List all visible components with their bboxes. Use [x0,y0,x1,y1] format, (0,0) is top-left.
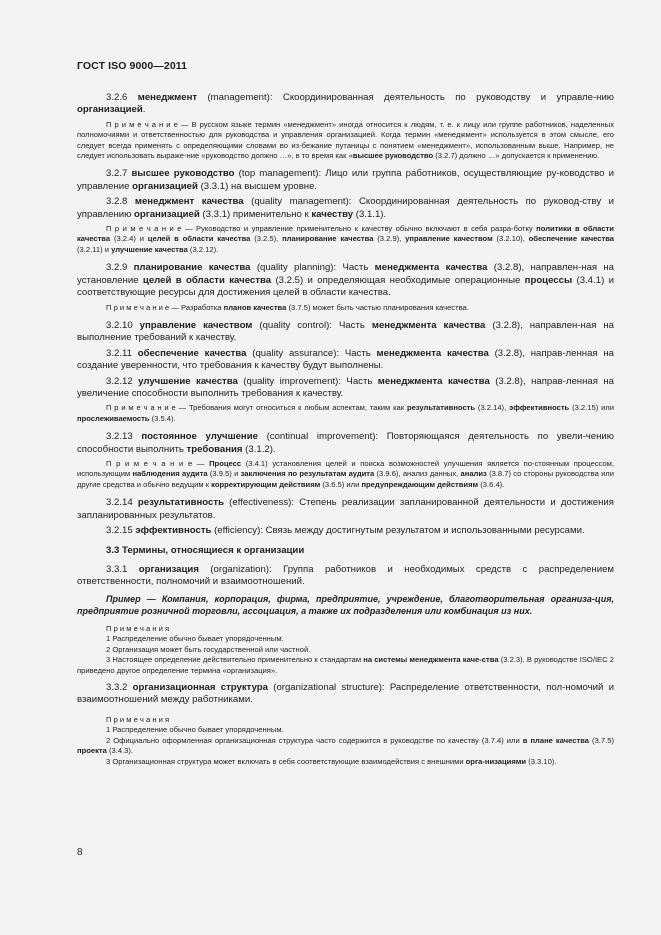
term-definition: (3.2.8), направ-ленная на увеличение способности выполнить требования к качеству. [77,375,614,399]
term-definition: . [142,104,146,116]
term-definition: (efficiency): Связь между достигнутым результатом и использованными ресурсами. [211,525,585,536]
term-definition: (organization): Группа работников и необходимых средств с распределением ответственности, полномочий и взаимоотношений. [77,563,614,588]
term-ref: обеспечение качества [528,234,614,244]
note-3-2-8 [77,224,614,255]
page-number: 8 [77,847,83,858]
term-number: 3.2.9 [106,262,128,274]
note-label: П р и м е ч а н и е [106,224,182,234]
note-text: — В русском языке термин «менеджмент» иногда относится к людям, т. е. к лицу или группе работников, наделенных полномочиями и ответственностью для руководства и управления организацией. Когда термин «менеджмент» используется в этом смысле, его следует всегда применять с определяющими словами во из-бежание путаницы с понятием «менеджмент», использованным выше. Например, не следует использовать выраже-ние «руководство должно …», в то время как « [77,119,614,161]
term-name: планирование качества [133,262,251,274]
note-text: (3.9.6), анализ данных, [374,469,461,479]
note-text: — Требования могут относиться к любым аспектам, таким как [175,403,407,413]
note-text: (3.5.4). [149,413,176,423]
note-text: 3 Организационная структура может включать в себя соответствующие взаимодействия с внешними [106,756,466,766]
term-ref: организацией [77,104,143,116]
note-item [77,736,614,757]
note-text: (3.6.5) или [320,479,362,489]
term-definition: (3.2.8), направ-ленная на создание уверенности, что требования к качеству будут выполнены. [77,347,615,372]
term-ref: планов качества [223,302,287,312]
term-name: организация [138,563,199,575]
term-ref: организацией [134,208,200,220]
note-text: (3.2.11) и [77,244,112,254]
term-ref: улучшение качества [111,244,188,254]
term-definition: (3.2.8), направлен-ная на выполнение требований к качеству. [77,319,615,344]
term-3-2-9 [77,262,614,299]
term-ref: менеджмента качества [374,262,488,274]
term-ref: предупреждающим действиям [361,479,479,489]
notes-label: П р и м е ч а н и я [106,714,170,724]
section-heading-3-3: 3.3 Термины, относящиеся к организации [106,545,305,557]
term-ref: проекта [77,746,107,756]
term-ref: в плане качества [522,735,590,745]
term-3-2-7 [77,168,614,193]
term-number: 3.2.11 [106,347,132,359]
term-ref: целей в области качества [142,274,272,286]
note-text: (3.2.10), [492,234,529,244]
note-item [77,757,614,767]
term-3-2-13 [77,431,614,456]
term-ref: планирование качества [282,234,374,244]
note-item: 2 Организация может быть государственной или частной. [106,644,311,654]
term-definition: (continual improvement): Повторяющаяся деятельность по увели-чению способности выполнить [77,431,614,455]
note-text: (3.9.5) и [207,469,241,479]
term-ref: орга-низациями [465,756,527,766]
term-definition: (quality planning): Часть [250,262,375,274]
term-name: менеджмент качества [134,196,244,208]
note-text: (3.2.3). В руководстве ISO/IEC 2 приведено другое определение термина «организация». [77,655,614,675]
note-label: П р и м е ч а н и е [106,458,193,468]
term-3-2-12 [77,376,614,401]
term-3-2-8 [77,196,614,221]
note-label: П р и м е ч а н и е [106,302,170,312]
note-text: (3.2.15) или [569,403,614,413]
term-name: эффективность [135,525,212,536]
term-number: 3.2.8 [106,196,128,208]
note-text: (3.2.4) и [110,234,148,244]
note-text: (3.2.9), [373,234,406,244]
note-text: (3.3.10). [526,756,557,766]
term-ref: организацией [132,180,198,192]
term-name: улучшение качества [138,375,238,387]
note-text: (3.4.1) установления целей и поиска возможностей улучшения является по-стоянным процессом, использующим [77,458,614,479]
term-ref: Процесс [209,458,242,468]
term-3-3-2 [77,682,614,707]
term-ref: на системы менеджмента каче-ства [363,655,499,665]
note-3-2-12 [77,403,614,424]
note-text: (3.7.5) может быть частью планирования качества. [286,302,469,312]
term-definition: (3.2.5) и определяющая необходимые операционные [271,274,525,286]
note-text: (3.2.5), [250,234,283,244]
note-text: (3.2.7) должно …» допускается к применению. [433,151,600,161]
note-text: (3.2.12). [187,244,219,254]
term-name: менеджмент [137,92,198,103]
term-number: 3.3.1 [106,563,128,575]
note-text: (3.2.14), [475,403,510,413]
example-3-3-1: Пример — Компания, корпорация, фирма, предприятие, учреждение, благотворительная организа-ция, предприятие розничной торговли, ассоциация, а также их подразделения или комбинация из них. [77,593,614,616]
note-item: 1 Распределение обычно бывает упорядоченным. [106,725,284,735]
term-definition: (organizational structure): Распределение ответственности, пол-номочий и взаимоотношений между работниками. [77,682,614,706]
term-definition: (3.3.1) на высшем уровне. [197,180,318,192]
term-definition: (management): Скоординированная деятельность по руководству и управле-нию [197,92,614,103]
document-header: ГОСТ ISO 9000—2011 [77,60,188,72]
term-name: высшее руководство [131,168,235,180]
notes-label: П р и м е ч а н и я [106,624,170,634]
term-definition: (effectiveness): Степень реализации запланированной деятельности и достижения запланированных результатов. [77,497,614,521]
note-text: (3.8.7) со стороны руководства или другие средства и обычно ведущим к [77,469,614,489]
note-3-2-6 [77,120,614,162]
term-name: результативность [137,497,224,509]
term-definition: (quality management): Скоординированная деятельность по руковод-ству и управлению [77,196,614,220]
term-ref: целей в области качества [147,234,251,244]
note-text: — Разработка [169,302,224,312]
term-definition: (3.1.1). [353,208,387,220]
note-text: 3 Настоящее определение действительно применительно к стандартам [106,655,364,665]
note-text: — Руководство и управление применительно к качеству обычно включают в себя разра-ботку [181,224,537,234]
term-ref: наблюдения аудита [132,469,208,479]
term-ref: требования [186,443,243,455]
term-ref: корректирующим действиям [211,479,321,489]
term-ref: управление качеством [405,234,493,244]
note-3-2-13 [77,459,614,490]
term-3-3-1 [77,564,614,589]
term-number: 3.2.7 [106,168,128,180]
note-label: П р и м е ч а н и е [106,119,178,129]
term-3-2-15 [77,525,614,537]
term-ref: анализ [460,469,487,479]
term-ref: результативность [406,403,476,413]
document-body [77,92,614,767]
note-text: 2 Официально оформленная организационная структура часто содержится в руководстве по качеству (3.7.4) или [106,735,523,745]
term-definition: (quality improvement): Часть [237,375,378,387]
note-label: П р и м е ч а н и е [106,403,176,413]
term-number: 3.2.10 [106,319,133,331]
term-definition: (3.3.1) применительно к [199,208,312,220]
term-number: 3.2.12 [106,375,133,387]
note-item [77,655,614,676]
term-ref: эффективность [509,403,570,413]
note-text: (3.6.4). [478,479,505,489]
term-number: 3.2.14 [106,497,133,509]
term-ref: качеству [311,208,354,220]
term-definition: (3.4.1) и соответствующие ресурсы для достижения целей в области качества. [77,274,614,299]
term-ref: процессы [524,274,573,286]
term-number: 3.2.15 [106,525,133,536]
note-text: (3.4.3). [106,746,134,756]
term-ref: заключения по результатам аудита [240,469,375,479]
term-ref: политики в области качества [77,224,614,244]
note-3-2-9 [77,303,614,313]
term-definition: (3.1.2). [242,443,276,455]
term-ref: менеджмента качества [377,375,490,387]
term-ref: прослеживаемость [77,413,150,423]
note-item: 1 Распределение обычно бывает упорядоченным. [106,634,284,644]
term-ref: высшее руководство [352,151,434,161]
term-3-2-14 [77,497,614,522]
term-number: 3.2.13 [106,431,133,443]
term-name: обеспечение качества [137,347,247,359]
term-number: 3.2.6 [106,92,128,103]
term-3-2-6 [77,92,614,117]
term-3-2-11 [77,348,614,373]
note-text: (3.7.5) [589,735,614,745]
note-text: — [192,458,210,468]
term-ref: менеджмента качества [376,347,489,359]
term-definition: (3.2.8), направлен-ная на установление [77,262,615,286]
term-ref: менеджмента качества [371,319,486,331]
term-name: организационная структура [132,682,268,694]
term-name: управление качеством [139,319,253,331]
term-name: постоянное улучшение [141,431,258,443]
term-number: 3.3.2 [106,682,128,694]
term-3-2-10 [77,320,614,345]
term-definition: (quality control): Часть [252,319,372,331]
term-definition: (top management): Лицо или группа работников, осуществляющие ру-ководство и управление [77,168,614,192]
term-definition: (quality assurance): Часть [246,347,377,359]
